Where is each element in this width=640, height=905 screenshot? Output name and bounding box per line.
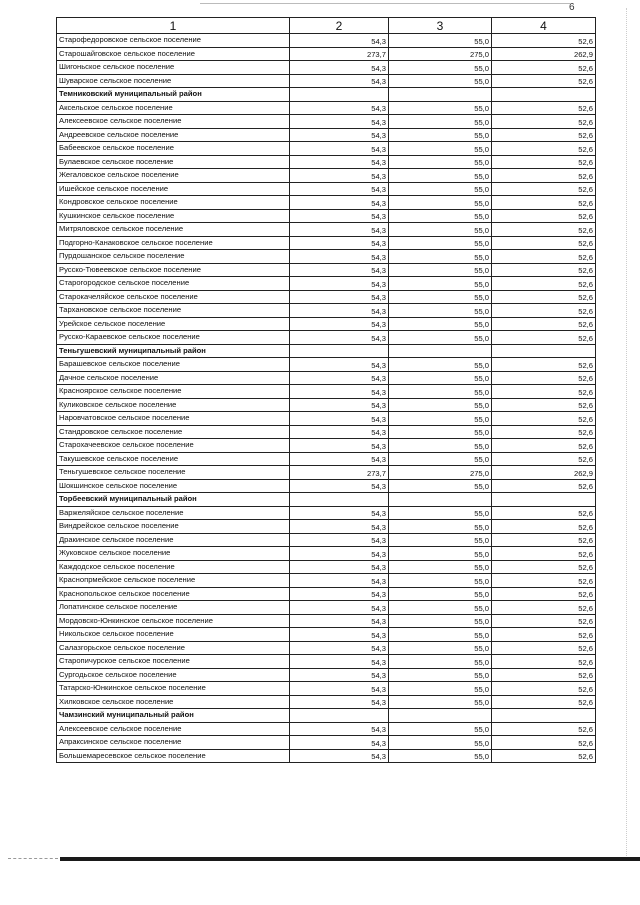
value-col4-cell: 52,6 (492, 641, 596, 655)
table-row (57, 209, 596, 223)
value-col2-cell: 54,3 (290, 155, 389, 169)
table-row (57, 560, 596, 574)
value-col4-cell: 52,6 (492, 385, 596, 399)
settlement-name-cell: Такушевское сельское поселение (57, 452, 290, 466)
value-col4-cell: 52,6 (492, 115, 596, 129)
value-col4-cell: 52,6 (492, 250, 596, 264)
settlement-name-cell: Шокшинское сельское поселение (57, 479, 290, 493)
table-row (57, 155, 596, 169)
table-row (57, 736, 596, 750)
value-col3-cell: 55,0 (389, 371, 492, 385)
value-col2-cell: 54,3 (290, 587, 389, 601)
value-col4-cell: 52,6 (492, 736, 596, 750)
value-col3-cell: 55,0 (389, 682, 492, 696)
value-col4-cell: 262,9 (492, 47, 596, 61)
district-header-row (57, 344, 596, 358)
settlement-name-cell: Стандровское сельское поселение (57, 425, 290, 439)
value-col4-cell: 52,6 (492, 695, 596, 709)
value-col3-cell: 275,0 (389, 47, 492, 61)
value-col2-cell (290, 344, 389, 358)
value-col3-cell: 55,0 (389, 425, 492, 439)
value-col3-cell: 55,0 (389, 196, 492, 210)
value-col3-cell: 55,0 (389, 655, 492, 669)
value-col2-cell: 54,3 (290, 655, 389, 669)
table-row (57, 115, 596, 129)
value-col4-cell: 52,6 (492, 223, 596, 237)
settlement-name-cell: Алексеевское сельское поселение (57, 722, 290, 736)
value-col2-cell: 54,3 (290, 182, 389, 196)
table-row (57, 520, 596, 534)
value-col2-cell: 54,3 (290, 128, 389, 142)
settlement-name-cell: Старошайговское сельское поселение (57, 47, 290, 61)
settlement-name-cell: Бабеевское сельское поселение (57, 142, 290, 156)
page-number: 6 (569, 2, 575, 13)
settlement-name-cell: Митряловское сельское поселение (57, 223, 290, 237)
table-row (57, 196, 596, 210)
settlement-name-cell: Теньгушевское сельское поселение (57, 466, 290, 480)
value-col2-cell: 54,3 (290, 277, 389, 291)
column-header-2: 2 (290, 18, 389, 34)
settlement-name-cell: Шуварское сельское поселение (57, 74, 290, 88)
value-col3-cell: 55,0 (389, 506, 492, 520)
value-col3-cell: 55,0 (389, 574, 492, 588)
value-col4-cell: 52,6 (492, 196, 596, 210)
table-row (57, 506, 596, 520)
value-col3-cell: 55,0 (389, 736, 492, 750)
settlement-name-cell: Жегаловское сельское поселение (57, 169, 290, 183)
table-row (57, 398, 596, 412)
settlement-name-cell: Булаевское сельское поселение (57, 155, 290, 169)
settlement-name-cell: Дачное сельское поселение (57, 371, 290, 385)
value-col2-cell: 54,3 (290, 695, 389, 709)
value-col4-cell: 52,6 (492, 236, 596, 250)
table-row (57, 101, 596, 115)
value-col3-cell: 55,0 (389, 722, 492, 736)
value-col3-cell (389, 493, 492, 507)
settlement-name-cell: Виндрейское сельское поселение (57, 520, 290, 534)
value-col2-cell: 54,3 (290, 452, 389, 466)
value-col4-cell: 52,6 (492, 628, 596, 642)
value-col3-cell: 55,0 (389, 641, 492, 655)
value-col4-cell: 52,6 (492, 425, 596, 439)
value-col3-cell: 55,0 (389, 304, 492, 318)
settlement-name-cell: Шигоньское сельское поселение (57, 61, 290, 75)
value-col2-cell: 54,3 (290, 412, 389, 426)
value-col4-cell: 52,6 (492, 398, 596, 412)
column-header-1: 1 (57, 18, 290, 34)
value-col2-cell: 54,3 (290, 641, 389, 655)
settlement-name-cell: Русско-Караевское сельское поселение (57, 331, 290, 345)
table-row (57, 574, 596, 588)
value-col2-cell: 54,3 (290, 101, 389, 115)
table-row (57, 533, 596, 547)
value-col2-cell: 54,3 (290, 439, 389, 453)
value-col3-cell: 55,0 (389, 533, 492, 547)
value-col3-cell: 55,0 (389, 128, 492, 142)
settlement-name-cell: Куликовское сельское поселение (57, 398, 290, 412)
table-row (57, 614, 596, 628)
table-row (57, 452, 596, 466)
value-col4-cell: 52,6 (492, 290, 596, 304)
value-col3-cell: 55,0 (389, 614, 492, 628)
value-col4-cell: 52,6 (492, 533, 596, 547)
value-col2-cell: 54,3 (290, 371, 389, 385)
value-col3-cell: 55,0 (389, 358, 492, 372)
table-row (57, 655, 596, 669)
value-col4-cell (492, 493, 596, 507)
settlement-name-cell: Андреевское сельское поселение (57, 128, 290, 142)
value-col4-cell: 52,6 (492, 34, 596, 48)
table-header-row (57, 18, 596, 34)
value-col4-cell: 52,6 (492, 547, 596, 561)
settlement-name-cell: Красноярское сельское поселение (57, 385, 290, 399)
value-col2-cell: 54,3 (290, 236, 389, 250)
value-col3-cell: 55,0 (389, 317, 492, 331)
value-col3-cell: 55,0 (389, 331, 492, 345)
value-col3-cell: 275,0 (389, 466, 492, 480)
value-col2-cell: 54,3 (290, 736, 389, 750)
district-header-row (57, 709, 596, 723)
settlement-name-cell: Пурдошанское сельское поселение (57, 250, 290, 264)
value-col3-cell: 55,0 (389, 115, 492, 129)
value-col4-cell (492, 344, 596, 358)
settlement-name-cell: Сургодьское сельское поселение (57, 668, 290, 682)
settlement-name-cell: Варжеляйское сельское поселение (57, 506, 290, 520)
table-row (57, 358, 596, 372)
value-col3-cell: 55,0 (389, 560, 492, 574)
settlement-name-cell: Кондровское сельское поселение (57, 196, 290, 210)
value-col3-cell: 55,0 (389, 398, 492, 412)
settlement-name-cell: Старофедоровское сельское поселение (57, 34, 290, 48)
value-col4-cell: 52,6 (492, 439, 596, 453)
scan-margin-dash (8, 858, 58, 859)
value-col2-cell: 54,3 (290, 560, 389, 574)
settlement-name-cell: Алексеевское сельское поселение (57, 115, 290, 129)
table-row (57, 223, 596, 237)
value-col2-cell: 54,3 (290, 196, 389, 210)
value-col3-cell: 55,0 (389, 520, 492, 534)
value-col3-cell: 55,0 (389, 209, 492, 223)
value-col4-cell (492, 88, 596, 102)
value-col3-cell: 55,0 (389, 439, 492, 453)
settlement-name-cell: Мордовско-Юнкинское сельское поселение (57, 614, 290, 628)
district-header-row (57, 88, 596, 102)
value-col4-cell: 52,6 (492, 749, 596, 763)
value-col2-cell: 54,3 (290, 479, 389, 493)
value-col2-cell: 54,3 (290, 304, 389, 318)
value-col4-cell: 52,6 (492, 155, 596, 169)
value-col2-cell: 273,7 (290, 466, 389, 480)
settlement-name-cell: Большемаресевское сельское поселение (57, 749, 290, 763)
value-col2-cell: 54,3 (290, 601, 389, 615)
settlement-name-cell: Кушкинское сельское поселение (57, 209, 290, 223)
table-row (57, 425, 596, 439)
value-col3-cell: 55,0 (389, 695, 492, 709)
value-col2-cell: 54,3 (290, 425, 389, 439)
value-col4-cell: 52,6 (492, 74, 596, 88)
value-col2-cell: 54,3 (290, 223, 389, 237)
scan-bottom-band (60, 857, 640, 861)
value-col4-cell: 52,6 (492, 371, 596, 385)
value-col3-cell: 55,0 (389, 34, 492, 48)
table-row (57, 668, 596, 682)
value-col4-cell: 52,6 (492, 101, 596, 115)
table-row (57, 128, 596, 142)
value-col3-cell: 55,0 (389, 749, 492, 763)
table-row (57, 547, 596, 561)
value-col4-cell: 52,6 (492, 479, 596, 493)
value-col2-cell: 54,3 (290, 574, 389, 588)
value-col3-cell: 55,0 (389, 223, 492, 237)
settlement-name-cell: Лопатинское сельское поселение (57, 601, 290, 615)
value-col4-cell: 52,6 (492, 722, 596, 736)
settlement-name-cell: Темниковский муниципальный район (57, 88, 290, 102)
settlement-name-cell: Русско-Тювеевское сельское поселение (57, 263, 290, 277)
value-col4-cell: 52,6 (492, 142, 596, 156)
value-col4-cell: 52,6 (492, 655, 596, 669)
scan-edge-line (626, 8, 627, 858)
settlement-name-cell: Старохачеевское сельское поселение (57, 439, 290, 453)
settlement-name-cell: Татарско-Юнкинское сельское поселение (57, 682, 290, 696)
table-row (57, 74, 596, 88)
value-col2-cell: 54,3 (290, 34, 389, 48)
table-row (57, 695, 596, 709)
value-col2-cell: 54,3 (290, 317, 389, 331)
value-col2-cell: 54,3 (290, 358, 389, 372)
value-col2-cell: 54,3 (290, 74, 389, 88)
value-col2-cell: 54,3 (290, 61, 389, 75)
table-row (57, 479, 596, 493)
settlement-name-cell: Урейское сельское поселение (57, 317, 290, 331)
settlement-name-cell: Аксельское сельское поселение (57, 101, 290, 115)
table-row (57, 385, 596, 399)
table-row (57, 331, 596, 345)
value-col4-cell: 52,6 (492, 331, 596, 345)
table-row (57, 182, 596, 196)
table-row (57, 439, 596, 453)
value-col2-cell: 54,3 (290, 290, 389, 304)
value-col2-cell (290, 709, 389, 723)
value-col2-cell (290, 88, 389, 102)
settlement-name-cell: Жуковское сельское поселение (57, 547, 290, 561)
value-col4-cell: 52,6 (492, 614, 596, 628)
table-row (57, 47, 596, 61)
table-row (57, 749, 596, 763)
settlement-name-cell: Барашевское сельское поселение (57, 358, 290, 372)
value-col3-cell (389, 709, 492, 723)
settlement-name-cell: Хилковское сельское поселение (57, 695, 290, 709)
settlement-name-cell: Подгорно-Канаковское сельское поселение (57, 236, 290, 250)
value-col4-cell: 52,6 (492, 61, 596, 75)
column-header-3: 3 (389, 18, 492, 34)
value-col2-cell: 54,3 (290, 628, 389, 642)
table-row (57, 371, 596, 385)
value-col3-cell: 55,0 (389, 452, 492, 466)
value-col4-cell: 52,6 (492, 587, 596, 601)
settlement-name-cell: Салазгорьское сельское поселение (57, 641, 290, 655)
value-col3-cell: 55,0 (389, 628, 492, 642)
value-col2-cell: 54,3 (290, 331, 389, 345)
settlement-name-cell: Апраксинское сельское поселение (57, 736, 290, 750)
value-col4-cell (492, 709, 596, 723)
value-col2-cell: 273,7 (290, 47, 389, 61)
value-col2-cell: 54,3 (290, 115, 389, 129)
column-header-4: 4 (492, 18, 596, 34)
table-row (57, 142, 596, 156)
settlement-name-cell: Старокачеляйское сельское поселение (57, 290, 290, 304)
value-col3-cell: 55,0 (389, 155, 492, 169)
value-col3-cell: 55,0 (389, 601, 492, 615)
value-col3-cell: 55,0 (389, 263, 492, 277)
settlement-name-cell: Чамзинский муниципальный район (57, 709, 290, 723)
value-col2-cell: 54,3 (290, 209, 389, 223)
value-col4-cell: 52,6 (492, 574, 596, 588)
value-col3-cell: 55,0 (389, 385, 492, 399)
table-row (57, 466, 596, 480)
settlement-name-cell: Старогородское сельское поселение (57, 277, 290, 291)
value-col3-cell: 55,0 (389, 277, 492, 291)
table-row (57, 277, 596, 291)
settlement-name-cell: Дракинское сельское поселение (57, 533, 290, 547)
value-col4-cell: 52,6 (492, 277, 596, 291)
settlement-name-cell: Тархановское сельское поселение (57, 304, 290, 318)
value-col3-cell: 55,0 (389, 290, 492, 304)
value-col4-cell: 52,6 (492, 520, 596, 534)
allocation-table (56, 17, 596, 763)
value-col4-cell: 52,6 (492, 263, 596, 277)
value-col2-cell: 54,3 (290, 722, 389, 736)
table-row (57, 412, 596, 426)
value-col4-cell: 52,6 (492, 169, 596, 183)
value-col4-cell: 52,6 (492, 560, 596, 574)
value-col3-cell: 55,0 (389, 587, 492, 601)
value-col3-cell: 55,0 (389, 236, 492, 250)
table-row (57, 641, 596, 655)
value-col4-cell: 52,6 (492, 182, 596, 196)
value-col2-cell: 54,3 (290, 142, 389, 156)
table-row (57, 722, 596, 736)
table-row (57, 34, 596, 48)
value-col4-cell: 52,6 (492, 452, 596, 466)
value-col2-cell: 54,3 (290, 682, 389, 696)
value-col4-cell: 52,6 (492, 358, 596, 372)
value-col4-cell: 52,6 (492, 317, 596, 331)
table-row (57, 628, 596, 642)
table-row (57, 250, 596, 264)
settlement-name-cell: Старопичурское сельское поселение (57, 655, 290, 669)
district-header-row (57, 493, 596, 507)
value-col2-cell: 54,3 (290, 547, 389, 561)
value-col4-cell: 52,6 (492, 304, 596, 318)
table-row (57, 682, 596, 696)
top-scan-rule (200, 3, 570, 4)
value-col2-cell: 54,3 (290, 533, 389, 547)
value-col4-cell: 262,9 (492, 466, 596, 480)
value-col3-cell: 55,0 (389, 74, 492, 88)
value-col3-cell: 55,0 (389, 61, 492, 75)
value-col3-cell: 55,0 (389, 101, 492, 115)
settlement-name-cell: Наровчатовское сельское поселение (57, 412, 290, 426)
value-col3-cell: 55,0 (389, 479, 492, 493)
value-col2-cell: 54,3 (290, 398, 389, 412)
table-row (57, 236, 596, 250)
table-row (57, 169, 596, 183)
value-col4-cell: 52,6 (492, 668, 596, 682)
settlement-name-cell: Краснопольское сельское поселение (57, 587, 290, 601)
value-col3-cell (389, 88, 492, 102)
value-col2-cell: 54,3 (290, 250, 389, 264)
settlement-name-cell: Ишейское сельское поселение (57, 182, 290, 196)
value-col3-cell: 55,0 (389, 412, 492, 426)
value-col4-cell: 52,6 (492, 412, 596, 426)
value-col2-cell: 54,3 (290, 614, 389, 628)
table-row (57, 304, 596, 318)
value-col4-cell: 52,6 (492, 128, 596, 142)
settlement-name-cell: Теньгушевский муниципальный район (57, 344, 290, 358)
value-col2-cell: 54,3 (290, 263, 389, 277)
table-row (57, 587, 596, 601)
value-col3-cell: 55,0 (389, 142, 492, 156)
value-col2-cell: 54,3 (290, 520, 389, 534)
value-col3-cell: 55,0 (389, 182, 492, 196)
table-row (57, 290, 596, 304)
settlement-name-cell: Краснопрмейское сельское поселение (57, 574, 290, 588)
table-row (57, 61, 596, 75)
table-row (57, 263, 596, 277)
value-col3-cell (389, 344, 492, 358)
settlement-name-cell: Никольское сельское поселение (57, 628, 290, 642)
value-col2-cell: 54,3 (290, 385, 389, 399)
value-col2-cell (290, 493, 389, 507)
value-col3-cell: 55,0 (389, 547, 492, 561)
value-col3-cell: 55,0 (389, 668, 492, 682)
table-row (57, 317, 596, 331)
table-body (57, 34, 596, 763)
value-col4-cell: 52,6 (492, 506, 596, 520)
value-col4-cell: 52,6 (492, 209, 596, 223)
settlement-name-cell: Каждодское сельское поселение (57, 560, 290, 574)
value-col2-cell: 54,3 (290, 506, 389, 520)
value-col4-cell: 52,6 (492, 601, 596, 615)
table-row (57, 601, 596, 615)
value-col2-cell: 54,3 (290, 169, 389, 183)
value-col2-cell: 54,3 (290, 749, 389, 763)
value-col4-cell: 52,6 (492, 682, 596, 696)
value-col3-cell: 55,0 (389, 250, 492, 264)
value-col3-cell: 55,0 (389, 169, 492, 183)
value-col2-cell: 54,3 (290, 668, 389, 682)
settlement-name-cell: Торбеевский муниципальный район (57, 493, 290, 507)
